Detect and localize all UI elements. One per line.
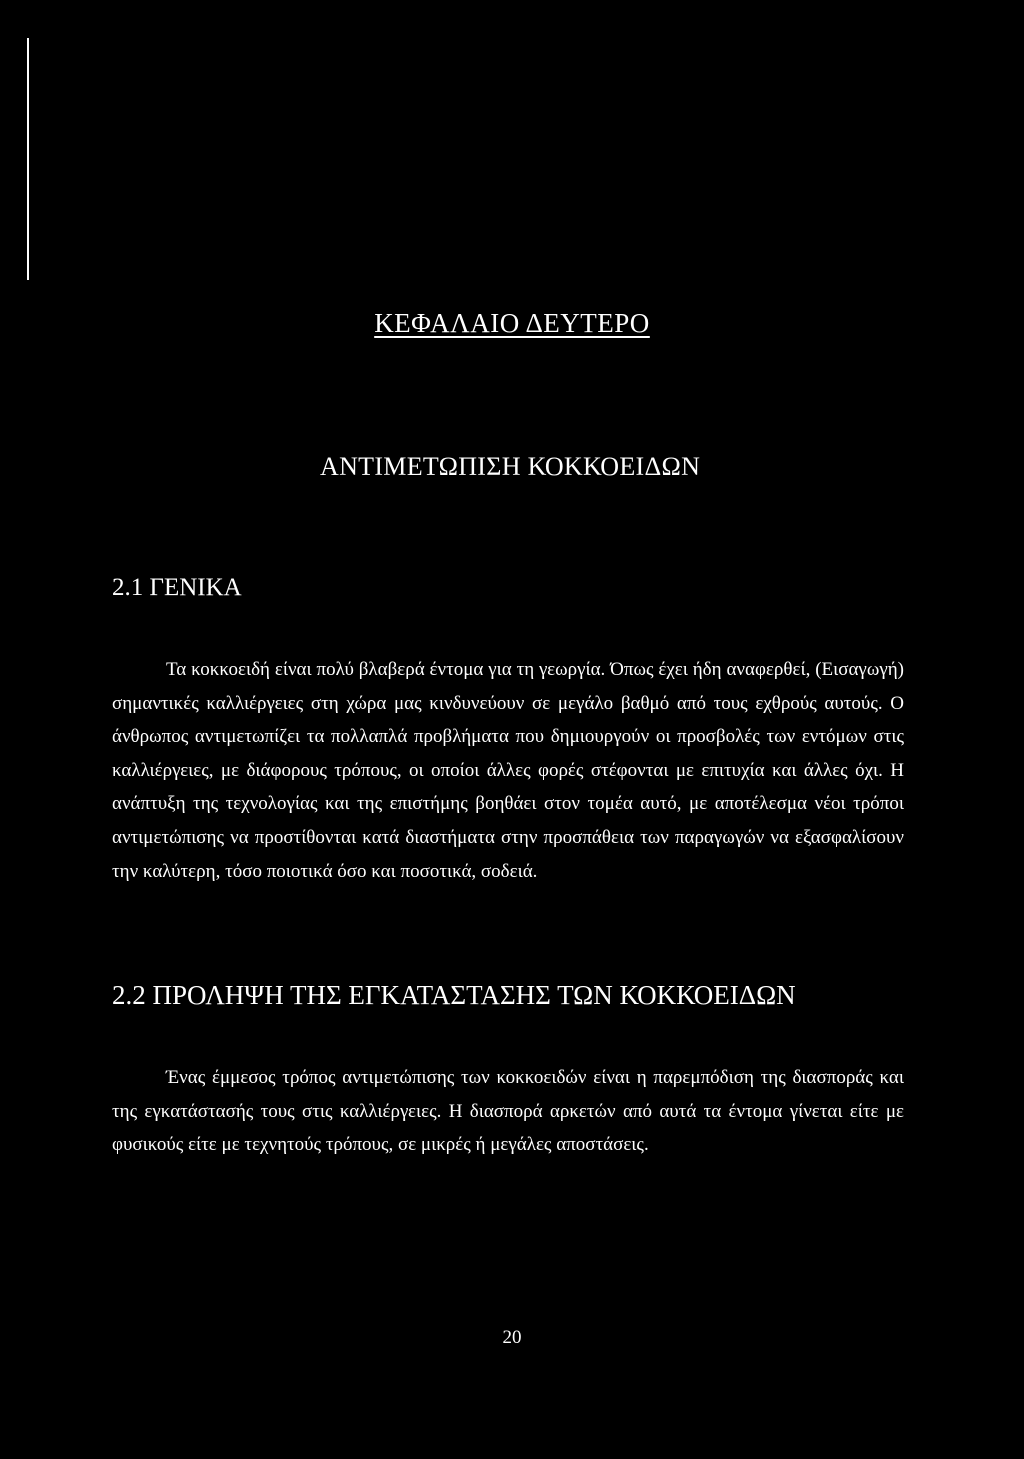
- section-heading-prevention: 2.2 ΠΡΟΛΗΨΗ ΤΗΣ ΕΓΚΑΤΑΣΤΑΣΗΣ ΤΩΝ ΚΟΚΚΟΕΙΔΩΝ: [112, 980, 796, 1010]
- page-number: 20: [502, 1327, 522, 1348]
- chapter-title: ΚΕΦΑΛΑΙΟ ΔΕΥΤΕΡΟ: [374, 308, 650, 338]
- paragraph-prevention: Ένας έμμεσος τρόπος αντιμετώπισης των κοκκοειδών είναι η παρεμπόδιση της διασποράς και της εγκατάστασής τους στις καλλιέργειες. Η διασπορά αρκετών από αυτά τα έντομα γίνεται είτε με φυσικούς είτε με τεχνητούς τρόπους, σε μικρές ή μεγάλες αποστάσεις.: [112, 1067, 904, 1156]
- chapter-subtitle: ΑΝΤΙΜΕΤΩΠΙΣΗ ΚΟΚΚΟΕΙΔΩΝ: [320, 452, 701, 481]
- scan-margin-line: [27, 38, 29, 280]
- paragraph-general: Τα κοκκοειδή είναι πολύ βλαβερά έντομα για τη γεωργία. Όπως έχει ήδη αναφερθεί, (Εισαγωγή) σημαντικές καλλιέργειες στη χώρα μας κινδυνεύουν σε μεγάλο βαθμό από τους εχθρούς αυτούς. Ο άνθρωπος αντιμετωπίζει τα πολλαπλά προβλήματα που δημιουργούν οι προσβολές των εντόμων στις καλλιέργειες, με διάφορους τρόπους, οι οποίοι άλλες φορές στέφονται με επιτυχία και άλλες όχι. Η ανάπτυξη της τεχνολογίας και της επιστήμης βοηθάει στον τομέα αυτό, με αποτέλεσμα νέοι τρόποι αντιμετώπισης να προστίθονται κατά διαστήματα στην προσπάθεια των παραγωγών να εξασφαλίσουν την καλύτερη, τόσο ποιοτικά όσο και ποσοτικά, σοδειά.: [112, 659, 904, 882]
- section-heading-general: 2.1 ΓΕΝΙΚΑ: [112, 574, 242, 601]
